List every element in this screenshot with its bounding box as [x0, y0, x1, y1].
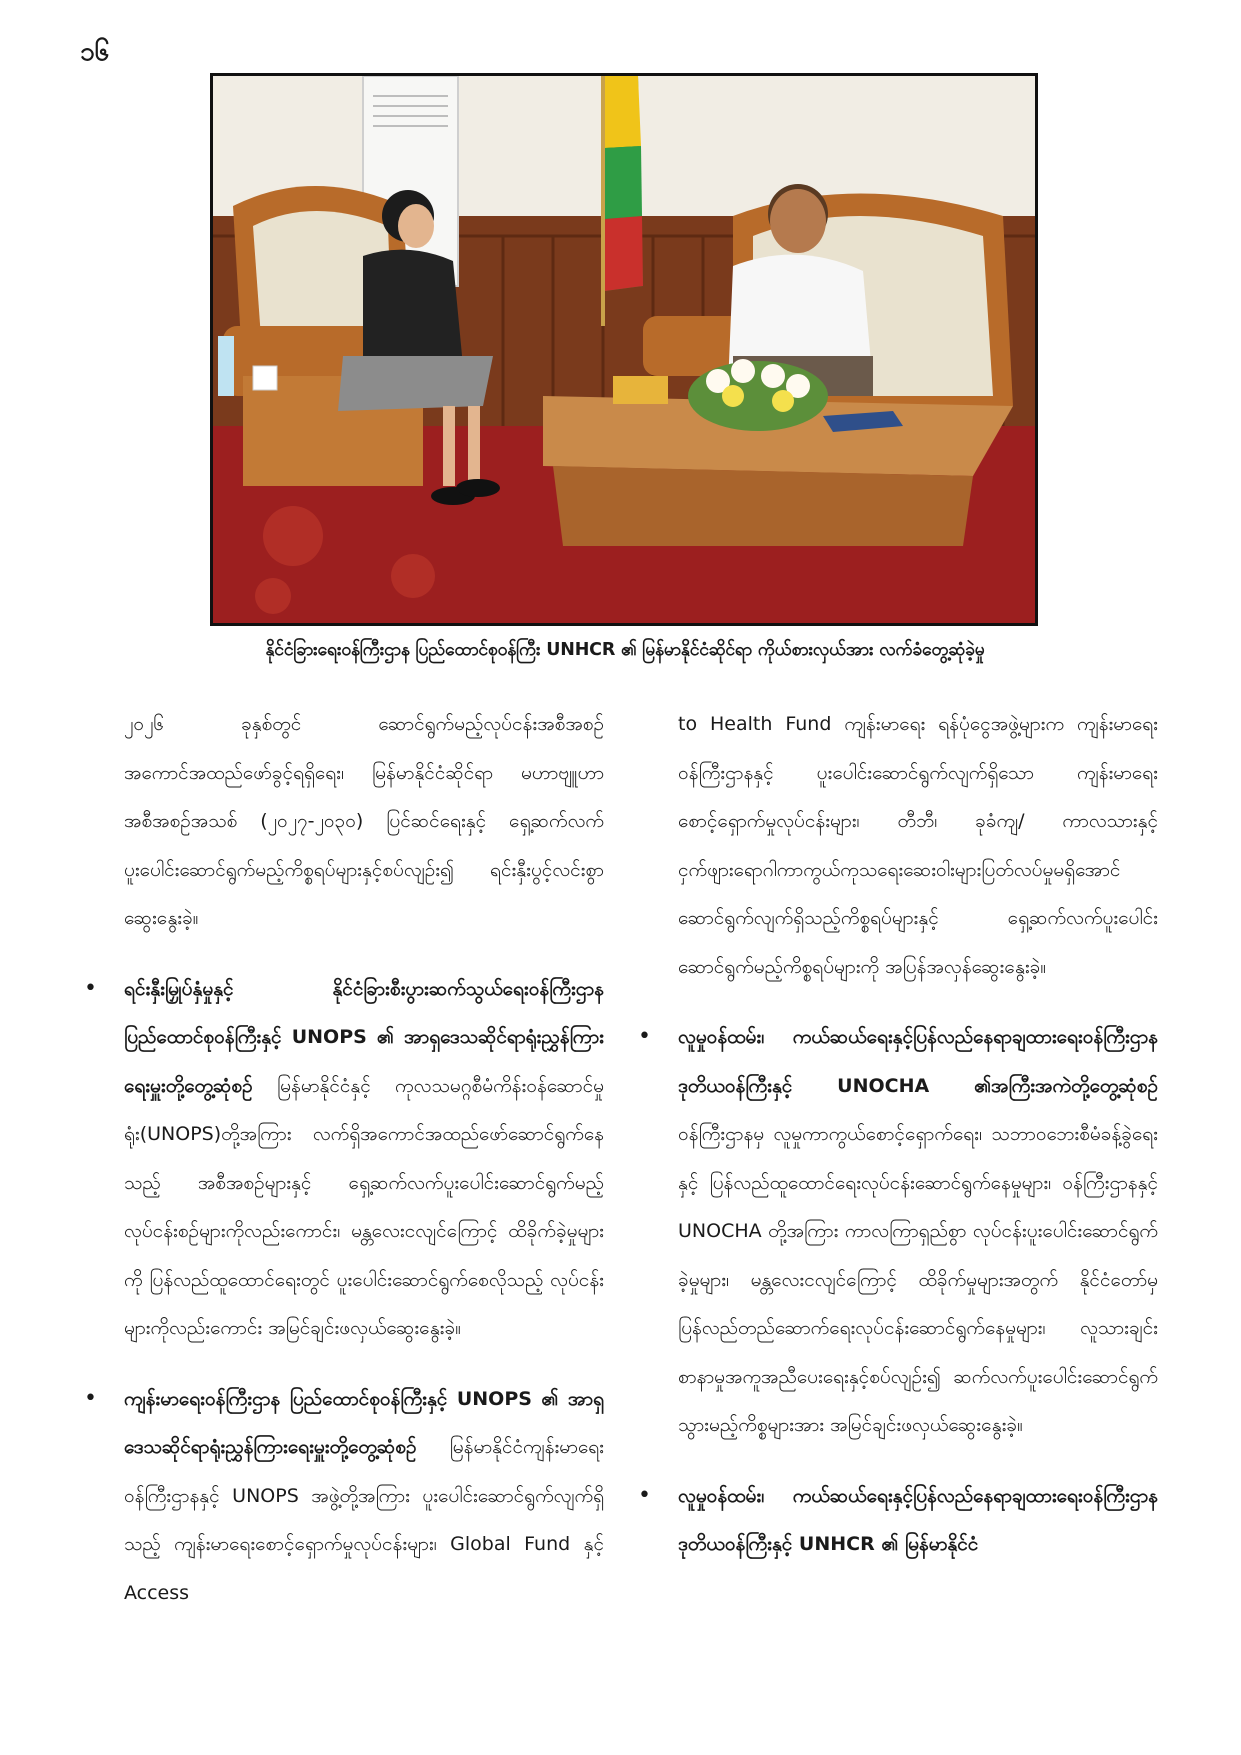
bullet-item: [124, 1375, 604, 1618]
continued-paragraph: to Health Fund ကျန်းမာရေး ရန်ပုံငွေအဖွဲ့များက ကျန်းမာရေးဝန်ကြီးဌာနနှင့် ပူးပေါင်းဆောင်ရွက်လျက်ရှိသော ကျန်းမာရေးစောင့်ရှောက်မှုလုပ်ငန်းများ၊ တီဘီ၊ ခုခံကျ/ ကာလသားနှင့် ငှက်ဖျားရောဂါကာကွယ်ကုသရေးဆေးဝါးများပြတ်လပ်မှုမရှိအောင်ဆောင်ရွက်လျက်ရှိသည့်ကိစ္စရပ်များနှင့် ရှေ့ဆက်လက်ပူးပေါင်းဆောင်ရွက်မည့်ကိစ္စရပ်များကို အပြန်အလှန်ဆွေးနွေးခဲ့။: [678, 713, 1158, 978]
photo-caption: နိုင်ငံခြားရေးဝန်ကြီးဌာန ပြည်ထောင်စုဝန်ကြီး UNHCR ၏ မြန်မာနိုင်ငံဆိုင်ရာ ကိုယ်စားလှယ်အား လက်ခံတွေ့ဆုံခဲ့မှု: [265, 640, 985, 660]
page-number: ၁၆: [80, 37, 110, 67]
intro-paragraph: ၂၀၂၆ ခုနှစ်တွင် ဆောင်ရွက်မည့်လုပ်ငန်းအစီအစဉ် အကောင်အထည်ဖော်ခွင့်ရရှိရေး၊ မြန်မာနိုင်ငံဆိုင်ရာ မဟာဗျူဟာအစီအစဉ်အသစ် (၂၀၂၇-၂၀၃၀) ပြင်ဆင်ရေးနှင့် ရှေ့ဆက်လက်ပူးပေါင်းဆောင်ရွက်မည့်ကိစ္စရပ်များနှင့်စပ်လျဉ်း၍ ရင်းနှီးပွင့်လင်းစွာ ဆွေးနွေးခဲ့။: [124, 713, 604, 929]
bullet-body: မြန်မာနိုင်ငံနှင့် ကုလသမဂ္ဂစီမံကိန်းဝန်ဆောင်မှုရုံး(UNOPS)တို့အကြား လက်ရှိအကောင်အထည်ဖော်ဆောင်ရွက်နေသည့် အစီအစဉ်များနှင့် ရှေ့ဆက်လက်ပူးပေါင်းဆောင်ရွက်မည့် လုပ်ငန်းစဉ်များကိုလည်းကောင်း၊ မန္တလေးငလျင်ကြောင့် ထိခိုက်ခဲ့မှုများကို ပြန်လည်ထူထောင်ရေးတွင် ပူးပေါင်းဆောင်ရွက်စေလိုသည့် လုပ်ငန်းများကိုလည်းကောင်း အမြင်ချင်းဖလှယ်ဆွေးနွေးခဲ့။: [124, 1074, 604, 1339]
bullet-heading: လူမှုဝန်ထမ်း၊ ကယ်ဆယ်ရေးနှင့်ပြန်လည်နေရာချထားရေးဝန်ကြီးဌာန ဒုတိယဝန်ကြီးနှင့် UNHCR ၏ မြန်မာနိုင်ငံ: [678, 1484, 1158, 1555]
bullet-heading: လူမှုဝန်ထမ်း၊ ကယ်ဆယ်ရေးနှင့်ပြန်လည်နေရာချထားရေးဝန်ကြီးဌာန ဒုတိယဝန်ကြီးနှင့် UNOCHA ၏အကြီးအကဲတို့တွေ့ဆုံစဉ်: [678, 1026, 1158, 1097]
bullet-item: [124, 965, 604, 1353]
bullet-heading: ရင်းနှီးမြှုပ်နှံမှုနှင့် နိုင်ငံခြားစီးပွားဆက်သွယ်ရေးဝန်ကြီးဌာန ပြည်ထောင်စုဝန်ကြီးနှင့် UNOPS ၏ အာရှဒေသဆိုင်ရာရုံးညွှန်ကြားရေးမှူးတို့တွေ့ဆုံစဉ်: [124, 977, 604, 1097]
bullet-item: [678, 1013, 1158, 1450]
bullet-body: မြန်မာနိုင်ငံကျန်းမာရေးဝန်ကြီးဌာနနှင့် UNOPS အဖွဲ့တို့အကြား ပူးပေါင်းဆောင်ရွက်လျက်ရှိသည့် ကျန်းမာရေးစောင့်ရှောက်မှုလုပ်ငန်းများ၊ Global Fund နှင့် Access: [124, 1436, 604, 1604]
meeting-photo-illustration: [213, 76, 1035, 623]
bullet-body: ဝန်ကြီးဌာနမှ လူမှုကာကွယ်စောင့်ရှောက်ရေး၊ သဘာဝဘေးစီမံခန့်ခွဲရေးနှင့် ပြန်လည်ထူထောင်ရေးလုပ်ငန်းဆောင်ရွက်နေမှုများ၊ ဝန်ကြီးဌာနနှင့် UNOCHA တို့အကြား ကာလကြာရှည်စွာ လုပ်ငန်းပူးပေါင်းဆောင်ရွက်ခဲ့မှုများ၊ မန္တလေးငလျင်ကြောင့် ထိခိုက်မှုများအတွက် နိုင်ငံတော်မှ ပြန်လည်တည်ဆောက်ရေးလုပ်ငန်းဆောင်ရွက်နေမှုများ၊ လူသားချင်းစာနာမှုအကူအညီပေးရေးနှင့်စပ်လျဉ်း၍ ဆက်လက်ပူးပေါင်းဆောင်ရွက်သွားမည့်ကိစ္စများအား အမြင်ချင်းဖလှယ်ဆွေးနွေးခဲ့။: [678, 1123, 1158, 1436]
right-column: [678, 700, 1158, 1569]
bullet-item: [678, 1472, 1158, 1569]
left-column: [124, 700, 604, 1617]
bullet-heading: ကျန်းမာရေးဝန်ကြီးဌာန ပြည်ထောင်စုဝန်ကြီးနှင့် UNOPS ၏ အာရှဒေသဆိုင်ရာရုံးညွှန်ကြားရေးမှူးတို့တွေ့ဆုံစဉ်: [124, 1387, 604, 1458]
meeting-photo: [210, 73, 1038, 626]
